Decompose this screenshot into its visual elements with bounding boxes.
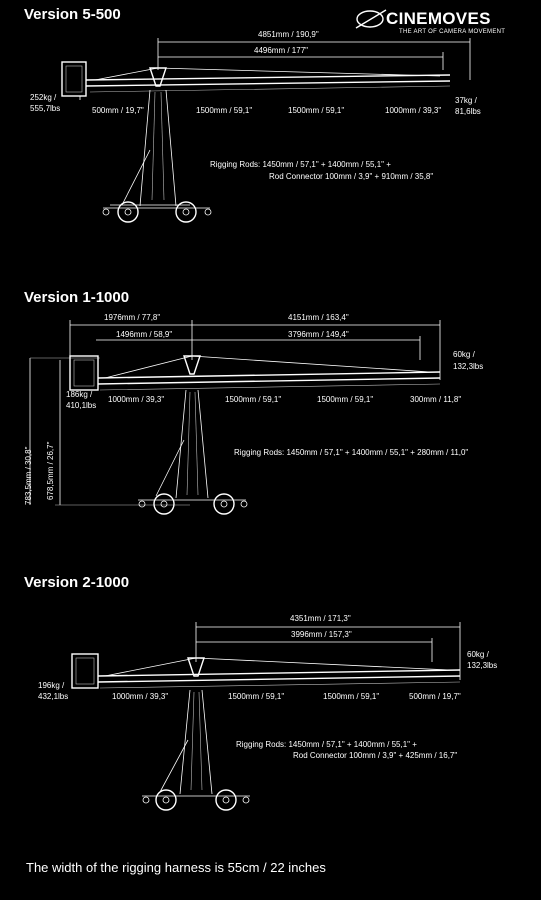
v2-load-kg: 60kg / <box>453 350 475 359</box>
v3-counterweight-lbs: 432,1lbs <box>38 692 69 701</box>
brand-name: CINEMOVES <box>386 9 491 28</box>
v2-rigging-rods: Rigging Rods: 1450mm / 57,1" + 1400mm / 55,1" + 280mm / 11,0" <box>234 448 469 457</box>
v3-rigging-rods-line1: Rigging Rods: 1450mm / 57,1" + 1400mm / 55,1" + <box>236 740 417 749</box>
v3-reach-length: 3996mm / 157,3" <box>291 630 352 639</box>
v2-back-inner-length: 1496mm / 58,9" <box>116 330 173 339</box>
cinemoves-logo-icon <box>356 10 386 28</box>
crane-diagram-v1 <box>62 38 470 222</box>
crane-diagram-v2 <box>30 320 440 514</box>
v1-rigging-rods-line1: Rigging Rods: 1450mm / 57,1" + 1400mm / 55,1" + <box>210 160 391 169</box>
v2-height-arm: 678,5mm / 26,7" <box>46 441 55 500</box>
v2-counterweight-lbs: 410,1lbs <box>66 401 97 410</box>
section-title-v2: Version 1-1000 <box>24 289 130 306</box>
footer-note: The width of the rigging harness is 55cm / 22 inches <box>26 860 326 875</box>
v1-segment-2: 1500mm / 59,1" <box>196 106 253 115</box>
v3-load-lbs: 132,3lbs <box>467 661 498 670</box>
v1-load-lbs: 81,6lbs <box>455 107 481 116</box>
v1-total-length: 4851mm / 190,9" <box>258 30 319 39</box>
brand-tagline: THE ART OF CAMERA MOVEMENT <box>399 29 506 35</box>
section-title-v3: Version 2-1000 <box>24 574 130 591</box>
v1-segment-1: 500mm / 19,7" <box>92 106 144 115</box>
v3-segment-1: 1000mm / 39,3" <box>112 692 169 701</box>
v3-counterweight-kg: 196kg / <box>38 681 65 690</box>
v2-total-length: 4151mm / 163,4" <box>288 313 349 322</box>
v2-back-length: 1976mm / 77,8" <box>104 313 161 322</box>
v3-segment-2: 1500mm / 59,1" <box>228 692 285 701</box>
v2-segment-2: 1500mm / 59,1" <box>225 395 282 404</box>
v1-load-kg: 37kg / <box>455 96 477 105</box>
v1-segment-4: 1000mm / 39,3" <box>385 106 442 115</box>
v3-segment-3: 1500mm / 59,1" <box>323 692 380 701</box>
crane-diagram-v3 <box>72 622 460 810</box>
v2-counterweight-kg: 186kg / <box>66 390 93 399</box>
v2-segment-1: 1000mm / 39,3" <box>108 395 165 404</box>
v2-reach-length: 3796mm / 149,4" <box>288 330 349 339</box>
v3-load-kg: 60kg / <box>467 650 489 659</box>
v2-load-lbs: 132,3lbs <box>453 362 484 371</box>
v1-counterweight-kg: 252kg / <box>30 93 57 102</box>
v1-segment-3: 1500mm / 59,1" <box>288 106 345 115</box>
v3-total-length: 4351mm / 171,3" <box>290 614 351 623</box>
v1-rigging-rods-line2: Rod Connector 100mm / 3,9" + 910mm / 35,8" <box>269 172 434 181</box>
v2-segment-4: 300mm / 11,8" <box>410 395 462 404</box>
v2-segment-3: 1500mm / 59,1" <box>317 395 374 404</box>
v2-height-total: 783,5mm / 30,8" <box>24 446 33 505</box>
v1-reach-length: 4496mm / 177" <box>254 46 308 55</box>
v1-counterweight-lbs: 555,7lbs <box>30 104 61 113</box>
section-title-v1: Version 5-500 <box>24 6 121 23</box>
v3-segment-4: 500mm / 19,7" <box>409 692 461 701</box>
v3-rigging-rods-line2: Rod Connector 100mm / 3,9" + 425mm / 16,7" <box>293 751 458 760</box>
